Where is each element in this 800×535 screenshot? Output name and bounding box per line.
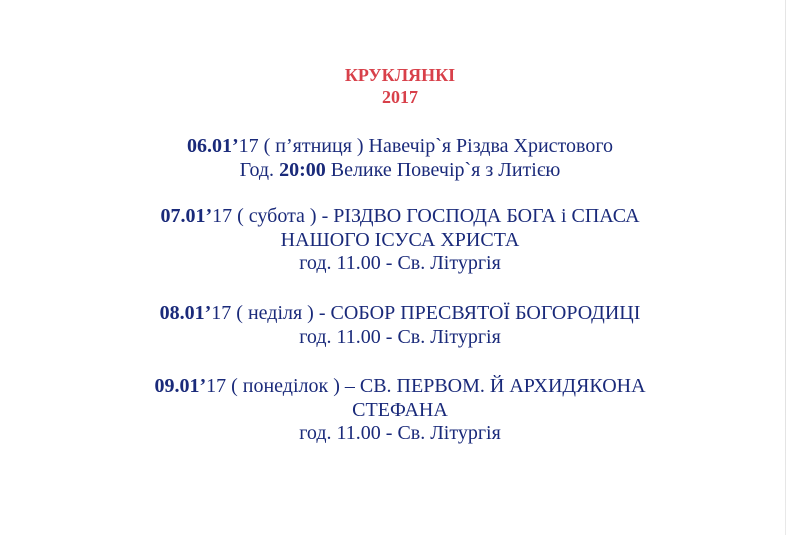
entry-description: 17 ( неділя ) - СОБОР ПРЕСВЯТОЇ БОГОРОДИЦІ	[211, 302, 641, 324]
entry-line	[0, 302, 800, 326]
schedule-entry	[0, 302, 800, 349]
entry-description: 17 ( п’ятниця ) Навечір`я Різдва Христового	[238, 135, 614, 157]
entry-service: год. 11.00 - Св. Літургія	[299, 325, 501, 348]
entry-date: 07.01’	[160, 205, 213, 227]
schedule-entry	[0, 135, 800, 182]
entry-date: 08.01’	[159, 302, 212, 324]
schedule-entry	[0, 205, 800, 276]
entry-date: 06.01’	[186, 135, 239, 157]
document-title: КРУКЛЯНКІ	[344, 65, 456, 85]
entry-service: год. 11.00 - Св. Літургія	[299, 422, 501, 444]
document-year: 2017	[382, 87, 418, 107]
entry-line	[0, 375, 800, 399]
entry-continuation: СТЕФАНА	[352, 398, 448, 421]
entry-line	[0, 159, 800, 183]
entry-description: 17 ( субота ) - РІЗДВО ГОСПОДА БОГА і СПАСА	[212, 205, 640, 227]
entry-date: 09.01’	[154, 375, 207, 397]
entry-continuation: НАШОГО ІСУСА ХРИСТА	[280, 228, 520, 251]
entry-service: год. 11.00 - Св. Літургія	[299, 252, 501, 274]
entry-service: Велике Повечір`я з Литією	[325, 158, 561, 181]
title-block	[0, 64, 800, 108]
entry-description: 17 ( понеділок ) – СВ. ПЕРВОМ. Й АРХИДЯКОНА	[206, 375, 646, 397]
schedule-entry	[0, 375, 800, 446]
entry-line	[0, 205, 800, 229]
entry-time: 20:00	[279, 158, 326, 181]
entry-time-prefix: Год.	[239, 158, 280, 181]
entry-line	[0, 135, 800, 159]
